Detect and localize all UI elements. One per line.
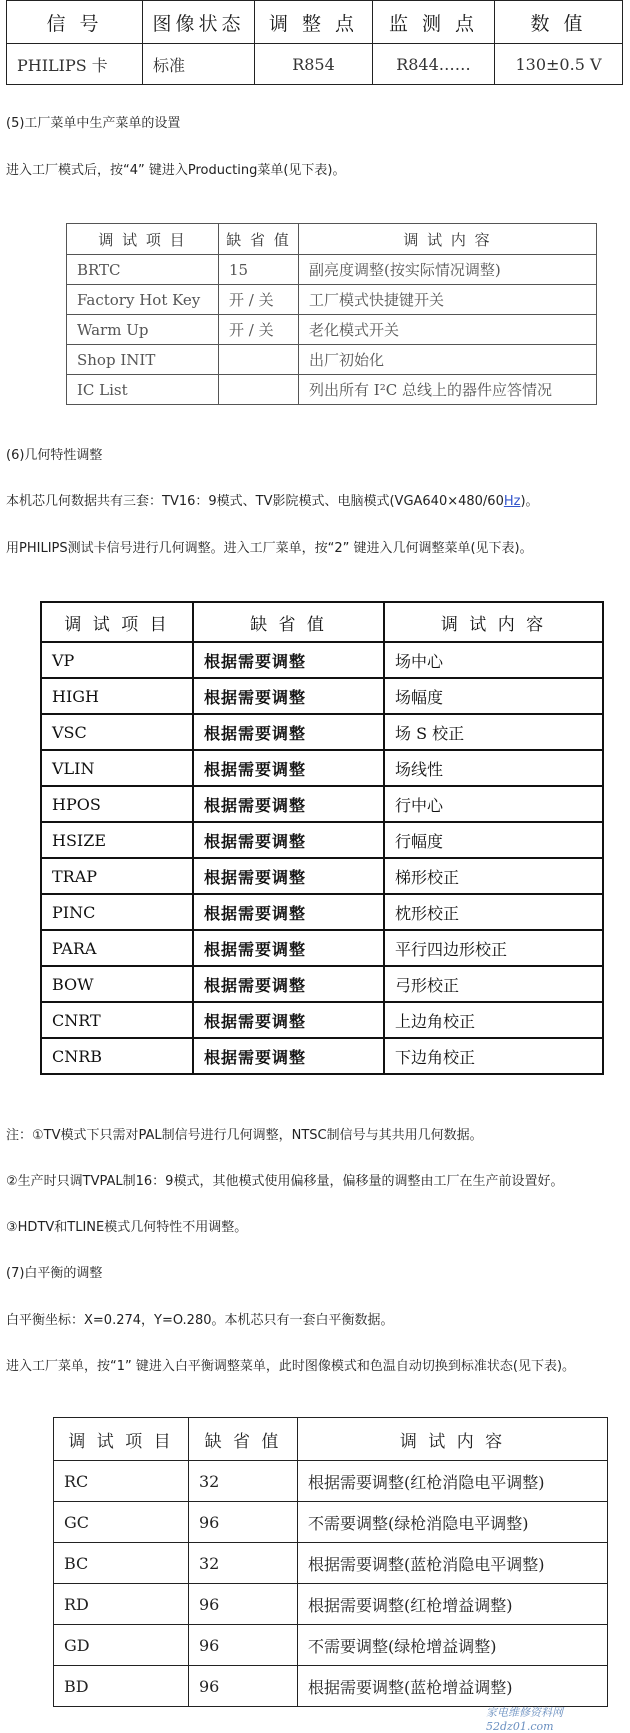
table-cell: 上边角校正 <box>384 1002 603 1038</box>
table-row <box>7 44 623 85</box>
producting-table <box>66 223 597 405</box>
table-cell: CNRT <box>41 1002 193 1038</box>
table-row <box>54 1666 608 1707</box>
note-3: ③HDTV和TLINE模式几何特性不用调整。 <box>6 1220 248 1235</box>
table-header-row <box>41 602 603 642</box>
table-cell: 根据需要调整 <box>193 894 384 930</box>
header-cell: 缺 省 值 <box>193 602 384 642</box>
section-5-text: 进入工厂模式后，按“4” 键进入Producting菜单(见下表)。 <box>6 163 346 178</box>
table-cell: R844…… <box>373 44 495 85</box>
table-cell: 根据需要调整(红枪消隐电平调整) <box>298 1461 608 1502</box>
section-6-text-2: 用PHILIPS测试卡信号进行几何调整。进入工厂菜单，按“2” 键进入几何调整菜单(见下表)。 <box>6 541 533 556</box>
table-cell: 梯形校正 <box>384 858 603 894</box>
geometry-table-block <box>40 601 604 1075</box>
table-cell: 场 S 校正 <box>384 714 603 750</box>
table-cell: BC <box>54 1543 189 1584</box>
table-cell: 根据需要调整 <box>193 750 384 786</box>
table-cell: 根据需要调整(蓝枪消隐电平调整) <box>298 1543 608 1584</box>
table-cell: 行幅度 <box>384 822 603 858</box>
header-cell: 调 试 内 容 <box>299 224 597 255</box>
table-row <box>54 1543 608 1584</box>
table-cell: 弓形校正 <box>384 966 603 1002</box>
table-cell: 32 <box>189 1543 298 1584</box>
header-cell: 调 试 内 容 <box>384 602 603 642</box>
table-cell: 开 / 关 <box>219 285 299 315</box>
table-cell: 根据需要调整 <box>193 858 384 894</box>
table-cell: 标准 <box>143 44 255 85</box>
table-cell: CNRB <box>41 1038 193 1074</box>
table-row <box>41 1038 603 1074</box>
table-cell: HIGH <box>41 678 193 714</box>
table-cell: 开 / 关 <box>219 315 299 345</box>
table-cell: BOW <box>41 966 193 1002</box>
table-cell: 96 <box>189 1625 298 1666</box>
table-row <box>67 285 597 315</box>
section-7-text-2: 进入工厂菜单，按“1” 键进入白平衡调整菜单，此时图像模式和色温自动切换到标准状态(见下表)。 <box>6 1359 576 1374</box>
header-cell: 调 试 项 目 <box>41 602 193 642</box>
table-cell: 根据需要调整 <box>193 966 384 1002</box>
signal-table-block <box>6 0 623 85</box>
table-cell: GD <box>54 1625 189 1666</box>
table-cell: 根据需要调整(蓝枪增益调整) <box>298 1666 608 1707</box>
table-cell: GC <box>54 1502 189 1543</box>
header-cell: 调 试 内 容 <box>298 1418 608 1461</box>
table-cell: 96 <box>189 1584 298 1625</box>
signal-table <box>6 0 623 85</box>
table-cell: IC List <box>67 375 219 405</box>
table-cell: BD <box>54 1666 189 1707</box>
table-cell: 平行四边形校正 <box>384 930 603 966</box>
table-cell: R854 <box>255 44 373 85</box>
table-cell: TRAP <box>41 858 193 894</box>
table-cell: 场线性 <box>384 750 603 786</box>
header-cell: 调 试 项 目 <box>54 1418 189 1461</box>
table-cell: 副亮度调整(按实际情况调整) <box>299 255 597 285</box>
table-cell: 场幅度 <box>384 678 603 714</box>
table-cell: PHILIPS 卡 <box>7 44 143 85</box>
table-row <box>54 1502 608 1543</box>
table-row <box>41 642 603 678</box>
table-row <box>67 315 597 345</box>
site-watermark: 家电维修资料网 52dz01.com <box>486 1706 563 1733</box>
note-2: ②生产时只调TVPAL制16：9模式，其他模式使用偏移量，偏移量的调整由工厂在生产前设置好。 <box>6 1174 564 1189</box>
table-cell: VLIN <box>41 750 193 786</box>
header-cell: 数 值 <box>495 1 623 44</box>
table-cell: 根据需要调整 <box>193 1038 384 1074</box>
section-6-text-1-suffix: )。 <box>520 494 539 509</box>
table-cell: 15 <box>219 255 299 285</box>
header-cell: 缺 省 值 <box>189 1418 298 1461</box>
header-cell: 图像状态 <box>143 1 255 44</box>
table-cell: 32 <box>189 1461 298 1502</box>
table-header-row <box>67 224 597 255</box>
table-row <box>54 1625 608 1666</box>
header-cell: 信 号 <box>7 1 143 44</box>
table-row <box>67 345 597 375</box>
table-row <box>54 1461 608 1502</box>
table-row <box>41 678 603 714</box>
table-row <box>41 894 603 930</box>
hz-link[interactable]: Hz <box>503 494 521 509</box>
note-1: 注：①TV模式下只需对PAL制信号进行几何调整，NTSC制信号与其共用几何数据。 <box>6 1128 483 1143</box>
table-row <box>41 930 603 966</box>
table-cell <box>219 375 299 405</box>
table-cell: 根据需要调整 <box>193 678 384 714</box>
table-cell: BRTC <box>67 255 219 285</box>
table-cell: Shop INIT <box>67 345 219 375</box>
table-cell: RC <box>54 1461 189 1502</box>
header-cell: 缺 省 值 <box>219 224 299 255</box>
table-cell: 老化模式开关 <box>299 315 597 345</box>
table-row <box>41 1002 603 1038</box>
table-row <box>67 375 597 405</box>
table-row <box>41 786 603 822</box>
producting-table-block <box>66 223 597 405</box>
table-cell: 96 <box>189 1502 298 1543</box>
table-cell: HSIZE <box>41 822 193 858</box>
table-cell: VSC <box>41 714 193 750</box>
table-cell: 根据需要调整 <box>193 1002 384 1038</box>
table-cell: 根据需要调整 <box>193 714 384 750</box>
table-row <box>41 822 603 858</box>
table-cell: 枕形校正 <box>384 894 603 930</box>
table-cell: 根据需要调整 <box>193 822 384 858</box>
table-row <box>41 966 603 1002</box>
table-cell: 工厂模式快捷键开关 <box>299 285 597 315</box>
section-5-heading: (5)工厂菜单中生产菜单的设置 <box>6 116 181 131</box>
table-cell: 根据需要调整 <box>193 930 384 966</box>
table-row <box>54 1584 608 1625</box>
table-cell: RD <box>54 1584 189 1625</box>
table-cell: 根据需要调整(红枪增益调整) <box>298 1584 608 1625</box>
table-cell: Factory Hot Key <box>67 285 219 315</box>
section-7-heading: (7)白平衡的调整 <box>6 1266 103 1281</box>
table-cell: Warm Up <box>67 315 219 345</box>
section-6-text-1 <box>6 490 539 509</box>
table-header-row <box>7 1 623 44</box>
table-row <box>41 714 603 750</box>
table-cell: 130±0.5 V <box>495 44 623 85</box>
table-cell: 根据需要调整 <box>193 642 384 678</box>
table-row <box>41 858 603 894</box>
section-6-text-1-prefix: 本机芯几何数据共有三套：TV16：9模式、TV影院模式、电脑模式(VGA640×480/60 <box>6 494 504 509</box>
header-cell: 监 测 点 <box>373 1 495 44</box>
white-balance-table <box>53 1417 608 1707</box>
table-cell: 出厂初始化 <box>299 345 597 375</box>
table-row <box>67 255 597 285</box>
table-header-row <box>54 1418 608 1461</box>
header-cell: 调 整 点 <box>255 1 373 44</box>
white-balance-table-block <box>53 1417 608 1707</box>
geometry-table <box>40 601 604 1075</box>
table-cell: 不需要调整(绿枪消隐电平调整) <box>298 1502 608 1543</box>
table-cell: 场中心 <box>384 642 603 678</box>
table-cell: PARA <box>41 930 193 966</box>
table-cell: HPOS <box>41 786 193 822</box>
table-cell: 根据需要调整 <box>193 786 384 822</box>
section-7-text-1: 白平衡坐标：X=0.274，Y=O.280。本机芯只有一套白平衡数据。 <box>6 1313 394 1328</box>
section-6-heading: (6)几何特性调整 <box>6 448 103 463</box>
table-cell: 下边角校正 <box>384 1038 603 1074</box>
table-cell: PINC <box>41 894 193 930</box>
header-cell: 调 试 项 目 <box>67 224 219 255</box>
table-cell: 不需要调整(绿枪增益调整) <box>298 1625 608 1666</box>
table-cell <box>219 345 299 375</box>
table-cell: 行中心 <box>384 786 603 822</box>
table-cell: 96 <box>189 1666 298 1707</box>
table-cell: VP <box>41 642 193 678</box>
table-cell: 列出所有 I²C 总线上的器件应答情况 <box>299 375 597 405</box>
table-row <box>41 750 603 786</box>
